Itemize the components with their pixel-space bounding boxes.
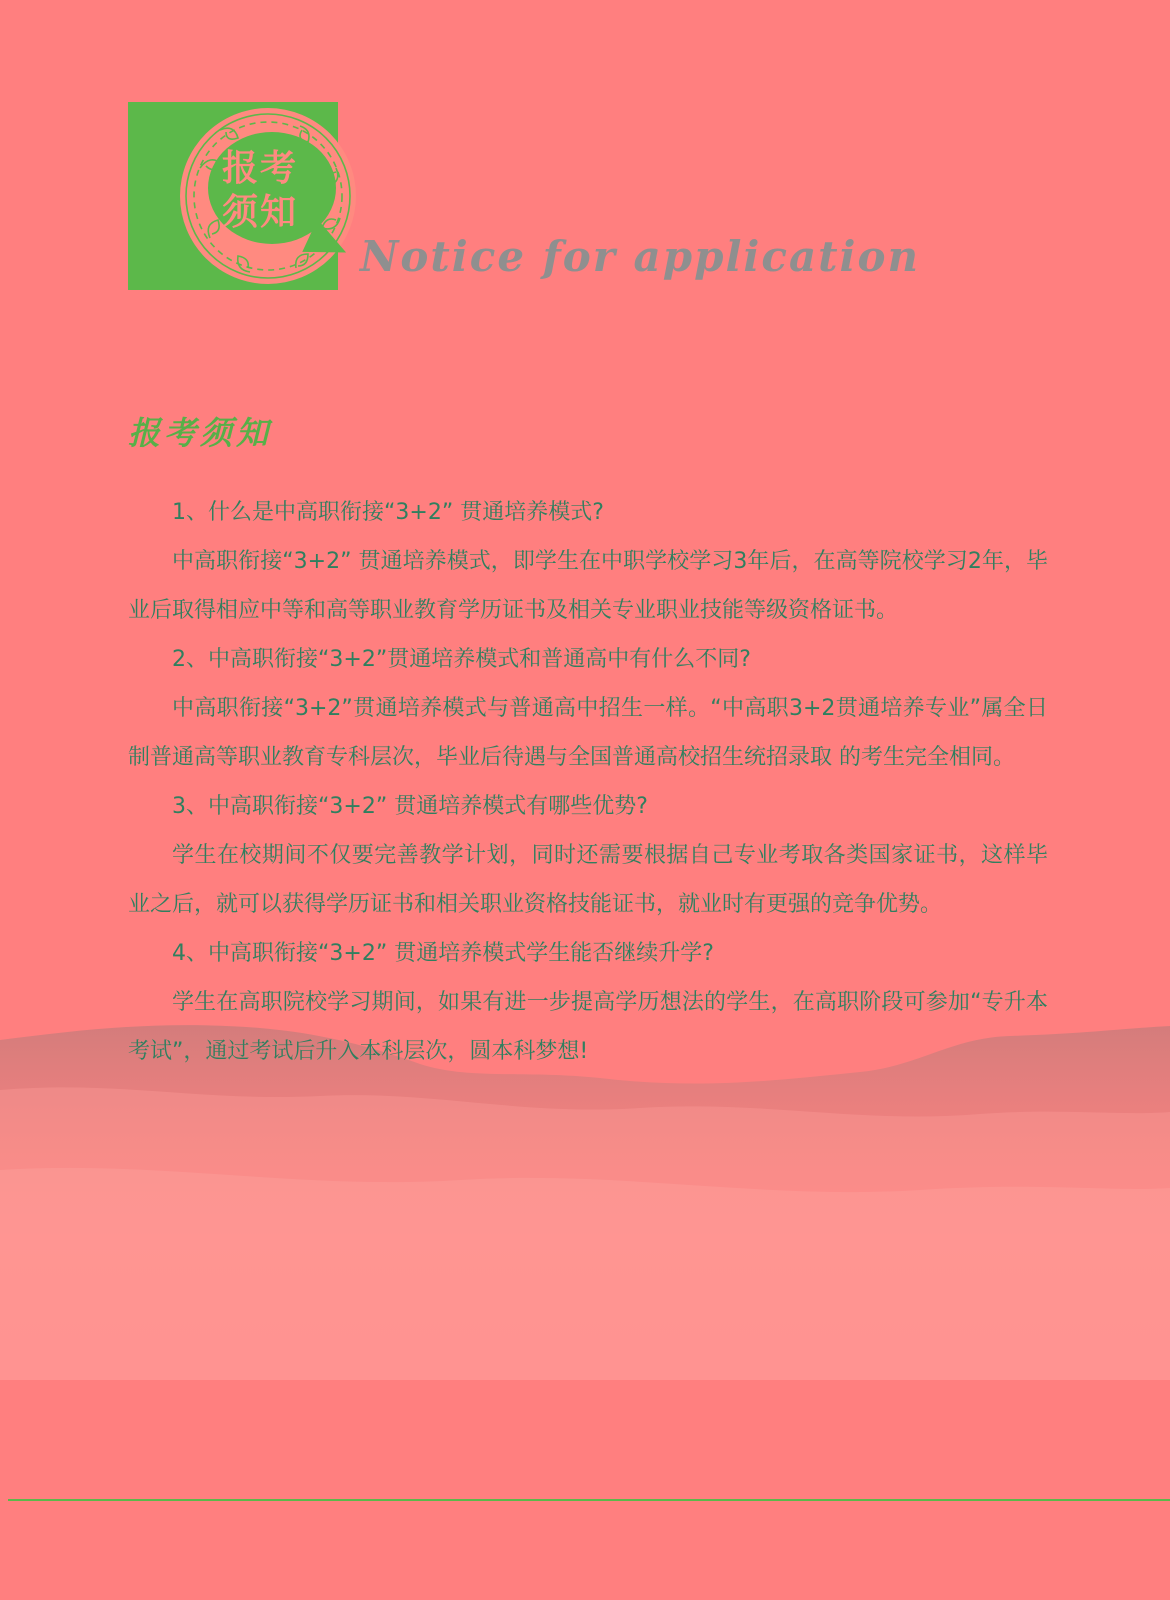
question-4: 4、中高职衔接“3+2” 贯通培养模式学生能否继续升学? xyxy=(172,941,714,966)
question-1: 1、什么是中高职衔接“3+2” 贯通培养模式? xyxy=(172,500,604,525)
answer-1: 中高职衔接“3+2” 贯通培养模式，即学生在中职学校学习3年后，在高等院校学习2年，毕业后取得相应中等和高等职业教育学历证书及相关专业职业技能等级资格证书。 xyxy=(128,549,1048,623)
badge-label xyxy=(222,146,322,234)
section-title: 报考须知 xyxy=(128,414,273,452)
badge-line-1: 报考 xyxy=(222,147,299,189)
notice-content xyxy=(128,488,1048,1076)
question-3: 3、中高职衔接“3+2” 贯通培养模式有哪些优势? xyxy=(172,794,648,819)
answer-2: 中高职衔接“3+2”贯通培养模式与普通高中招生一样。“中高职3+2贯通培养专业”属全日制普通高等职业教育专科层次，毕业后待遇与全国普通高校招生统招录取 的考生完全相同。 xyxy=(128,696,1048,770)
badge-line-2: 须知 xyxy=(222,191,299,233)
footer-divider xyxy=(8,1499,1170,1501)
answer-3: 学生在校期间不仅要完善教学计划，同时还需要根据自己专业考取各类国家证书，这样毕业之后，就可以获得学历证书和相关职业资格技能证书，就业时有更强的竞争优势。 xyxy=(128,843,1048,917)
answer-4: 学生在高职院校学习期间，如果有进一步提高学历想法的学生，在高职阶段可参加“专升本考试”，通过考试后升入本科层次，圆本科梦想! xyxy=(128,990,1048,1064)
question-2: 2、中高职衔接“3+2”贯通培养模式和普通高中有什么不同? xyxy=(172,647,751,672)
english-title: Notice for application xyxy=(360,232,921,281)
